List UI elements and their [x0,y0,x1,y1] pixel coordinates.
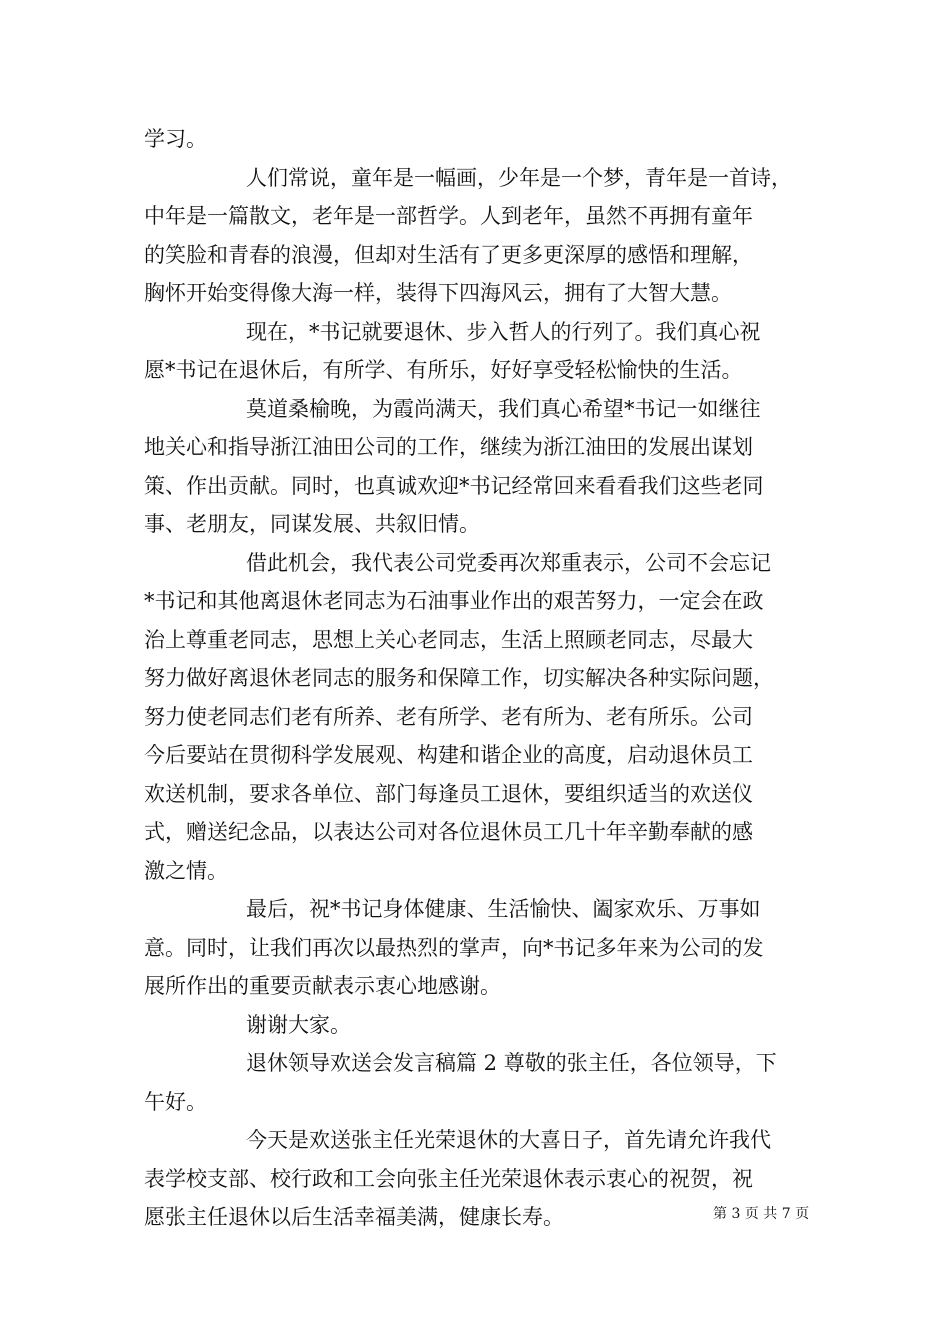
text-line: 中年是一篇散文，老年是一部哲学。人到老年，虽然不再拥有童年 [144,204,753,228]
text-line: 事、老朋友，同谋发展、共叙旧情。 [144,512,480,536]
text-line: 愿张主任退休以后生活幸福美满，健康长寿。 [144,1205,564,1229]
text-line: *书记和其他离退休老同志为石油事业作出的艰苦努力，一定会在政 [144,589,764,613]
text-line: 今后要站在贯彻科学发展观、构建和谐企业的高度，启动退休员工 [144,743,753,767]
text-line: 人们常说，童年是一幅画，少年是一个梦，青年是一首诗， [246,166,792,190]
text-line: 最后，祝*书记身体健康、生活愉快、阖家欢乐、万事如 [246,897,761,921]
text-line: 激之情。 [144,859,228,883]
text-line: 谢谢大家。 [246,1013,351,1037]
text-line: 学习。 [144,127,207,151]
text-line: 式，赠送纪念品，以表达公司对各位退休员工几十年辛勤奉献的感 [144,820,753,844]
text-line: 午好。 [144,1090,207,1114]
text-line: 欢送机制，要求各单位、部门每逢员工退休，要组织适当的欢送仪 [144,782,753,806]
page-number: 第 3 页 共 7 页 [713,1206,810,1222]
text-line: 治上尊重老同志，思想上关心老同志，生活上照顾老同志，尽最大 [144,628,753,652]
text-line: 地关心和指导浙江油田公司的工作，继续为浙江油田的发展出谋划 [144,435,753,459]
text-line: 展所作出的重要贡献表示衷心地感谢。 [144,974,501,998]
text-line: 借此机会，我代表公司党委再次郑重表示，公司不会忘记 [246,551,771,575]
text-line: 退休领导欢送会发言稿篇 2 尊敬的张主任，各位领导，下 [246,1051,777,1075]
text-line: 莫道桑榆晚，为霞尚满天，我们真心希望*书记一如继往 [246,397,761,421]
text-line: 今天是欢送张主任光荣退休的大喜日子，首先请允许我代 [246,1128,771,1152]
text-line: 胸怀开始变得像大海一样，装得下四海风云，拥有了大智大慧。 [144,281,732,305]
text-line: 的笑脸和青春的浪漫，但却对生活有了更多更深厚的感悟和理解， [144,243,753,267]
text-line: 努力使老同志们老有所养、老有所学、老有所为、老有所乐。公司 [144,705,753,729]
text-line: 愿*书记在退休后，有所学、有所乐，好好享受轻松愉快的生活。 [144,358,743,382]
text-line: 策、作出贡献。同时，也真诚欢迎*书记经常回来看看我们这些老同 [144,474,764,498]
text-line: 现在，*书记就要退休、步入哲人的行列了。我们真心祝 [246,320,761,344]
text-line: 努力做好离退休老同志的服务和保障工作，切实解决各种实际问题， [144,666,774,690]
text-line: 意。同时，让我们再次以最热烈的掌声，向*书记多年来为公司的发 [144,936,764,960]
text-line: 表学校支部、校行政和工会向张主任光荣退休表示衷心的祝贺，祝 [144,1167,753,1191]
